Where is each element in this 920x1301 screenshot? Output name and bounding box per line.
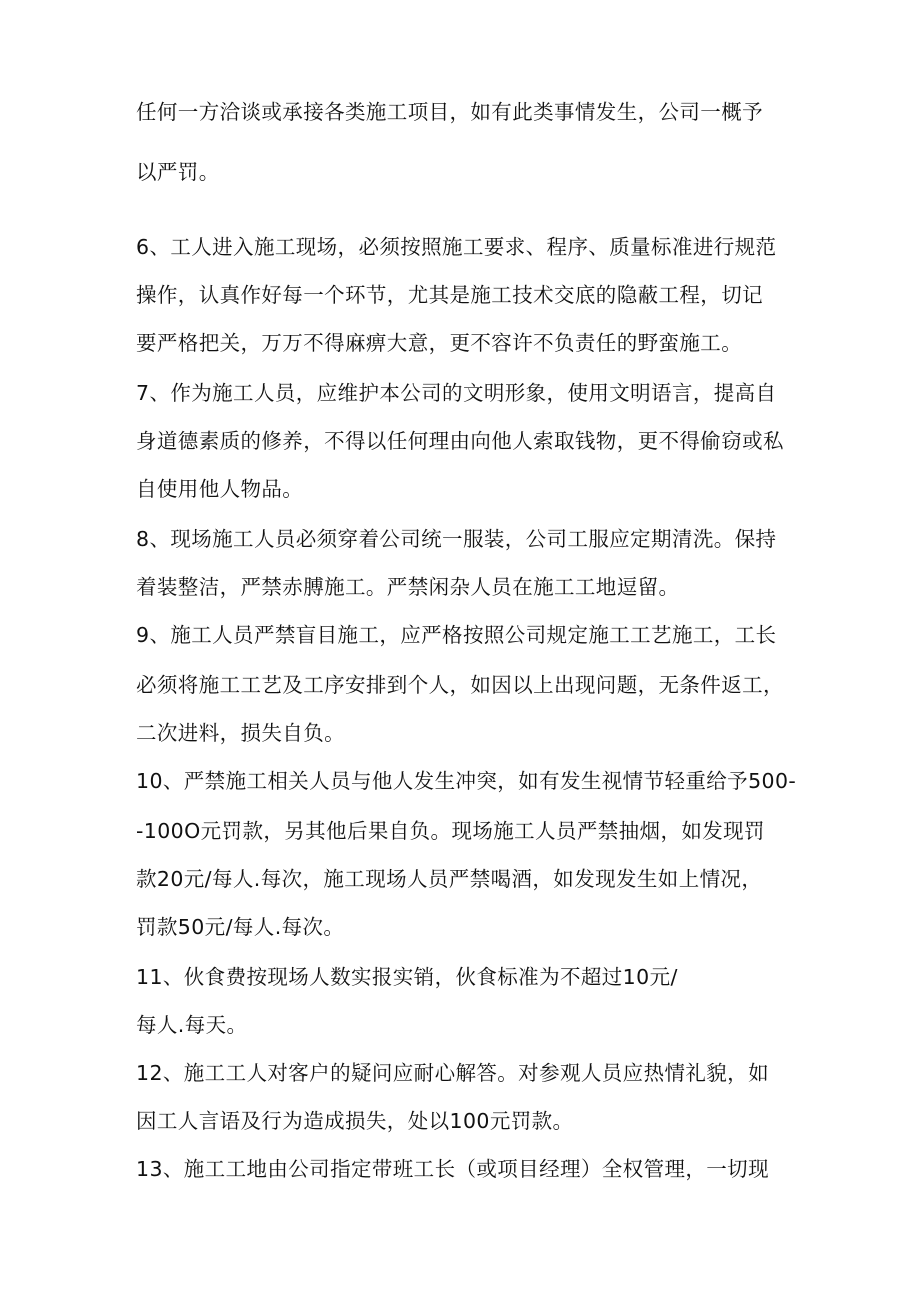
text-line: 自使用他人物品。 bbox=[136, 477, 304, 501]
text-line: 12、施工工人对客户的疑问应耐心解答。对参观人员应热情礼貌，如 bbox=[136, 1061, 769, 1085]
text-line: 以严罚。 bbox=[136, 160, 220, 184]
text-line: 款20元/每人.每次，施工现场人员严禁喝酒，如发现发生如上情况， bbox=[136, 867, 763, 891]
text-line: 要严格把关，万万不得麻痹大意，更不容许不负责任的野蛮施工。 bbox=[136, 331, 743, 355]
text-line: 每人.每天。 bbox=[136, 1013, 248, 1037]
text-line: -100O元罚款，另其他后果自负。现场施工人员严禁抽烟，如发现罚 bbox=[136, 819, 765, 843]
text-line: 身道德素质的修养，不得以任何理由向他人索取钱物，更不得偷窃或私 bbox=[136, 429, 784, 453]
text-line: 8、现场施工人员必须穿着公司统一服装，公司工服应定期清洗。保持 bbox=[136, 527, 777, 551]
text-line: 7、作为施工人员，应维护本公司的文明形象，使用文明语言，提高自 bbox=[136, 381, 777, 405]
text-line: 10、严禁施工相关人员与他人发生冲突，如有发生视情节轻重给予500- bbox=[136, 769, 797, 793]
text-line: 必须将施工工艺及工序安排到个人，如因以上出现问题，无条件返工， bbox=[136, 673, 784, 697]
text-line: 罚款50元/每人.每次。 bbox=[136, 915, 345, 939]
text-line: 11、伙食费按现场人数实报实销，伙食标准为不超过10元/ bbox=[136, 965, 678, 989]
text-line: 二次进料，损失自负。 bbox=[136, 721, 345, 745]
text-line: 操作，认真作好每一个环节，尤其是施工技术交底的隐蔽工程，切记 bbox=[136, 283, 763, 307]
text-line: 13、施工工地由公司指定带班工长（或项目经理）全权管理，一切现 bbox=[136, 1157, 769, 1181]
text-line: 任何一方洽谈或承接各类施工项目，如有此类事情发生，公司一概予 bbox=[136, 100, 763, 124]
text-line: 6、工人进入施工现场，必须按照施工要求、程序、质量标准进行规范 bbox=[136, 235, 777, 259]
text-line: 因工人言语及行为造成损失，处以100元罚款。 bbox=[136, 1109, 574, 1133]
text-line: 9、施工人员严禁盲目施工，应严格按照公司规定施工工艺施工，工长 bbox=[136, 623, 777, 647]
text-line: 着装整洁，严禁赤膊施工。严禁闲杂人员在施工工地逗留。 bbox=[136, 575, 680, 599]
